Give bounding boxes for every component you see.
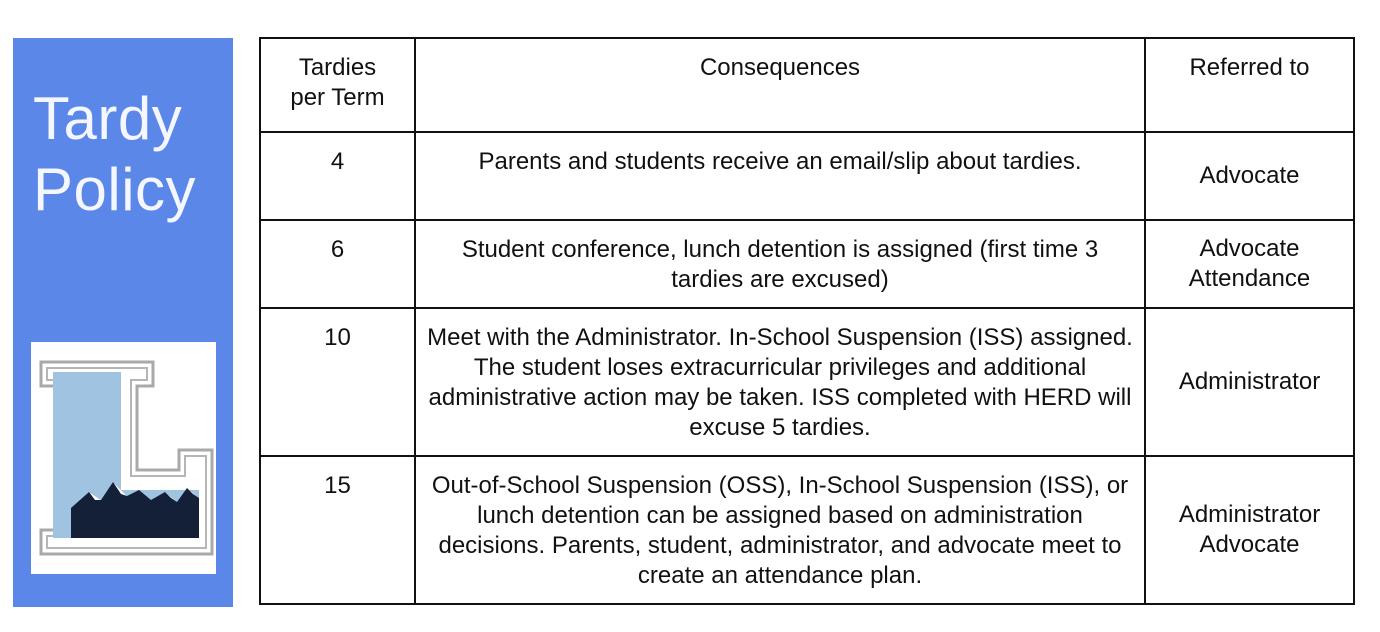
table-row <box>260 456 1354 604</box>
header-tardies-per-term: Tardies per Term <box>260 38 415 132</box>
sidebar-title <box>33 84 223 226</box>
table-row <box>260 132 1354 220</box>
tardy-policy-table <box>259 37 1355 605</box>
sidebar-title-line-1: Tardy <box>33 85 183 152</box>
table-header-row <box>260 38 1354 132</box>
referred-to-item: Administrator <box>1178 501 1321 528</box>
referred-to-cell <box>1145 132 1354 220</box>
sidebar-title-line-2: Policy <box>33 155 197 223</box>
consequences-cell: Meet with the Administrator. In-School Suspension (ISS) assigned. The student loses extracurricular privileges and additional administrative action may be taken. ISS completed with HERD will excuse 5 tardies. <box>415 308 1145 456</box>
referred-to-item: Attendance <box>1188 265 1311 292</box>
referred-to-item: Advocate <box>1199 162 1300 189</box>
consequences-cell: Student conference, lunch detention is assigned (first time 3 tardies are excused) <box>415 220 1145 308</box>
tardies-count-cell: 4 <box>260 132 415 220</box>
referred-to-cell <box>1145 456 1354 604</box>
tardies-count-cell: 6 <box>260 220 415 308</box>
sidebar-panel <box>13 38 233 607</box>
header-referred-to: Referred to <box>1145 38 1354 132</box>
tardies-count-cell: 15 <box>260 456 415 604</box>
table-row <box>260 308 1354 456</box>
referred-to-item: Advocate <box>1199 235 1300 262</box>
table-row <box>260 220 1354 308</box>
header-consequences: Consequences <box>415 38 1145 132</box>
letter-l-mountain-logo-icon <box>31 342 216 574</box>
referred-to-item: Advocate <box>1199 531 1300 558</box>
referred-to-item: Administrator <box>1178 368 1321 395</box>
tardies-count-cell: 10 <box>260 308 415 456</box>
school-logo <box>31 342 216 574</box>
consequences-cell: Parents and students receive an email/slip about tardies. <box>415 132 1145 220</box>
referred-to-cell <box>1145 220 1354 308</box>
referred-to-cell <box>1145 308 1354 456</box>
consequences-cell: Out-of-School Suspension (OSS), In-School Suspension (ISS), or lunch detention can be assigned based on administration decisions. Parents, student, administrator, and advocate meet to create an attendance plan. <box>415 456 1145 604</box>
